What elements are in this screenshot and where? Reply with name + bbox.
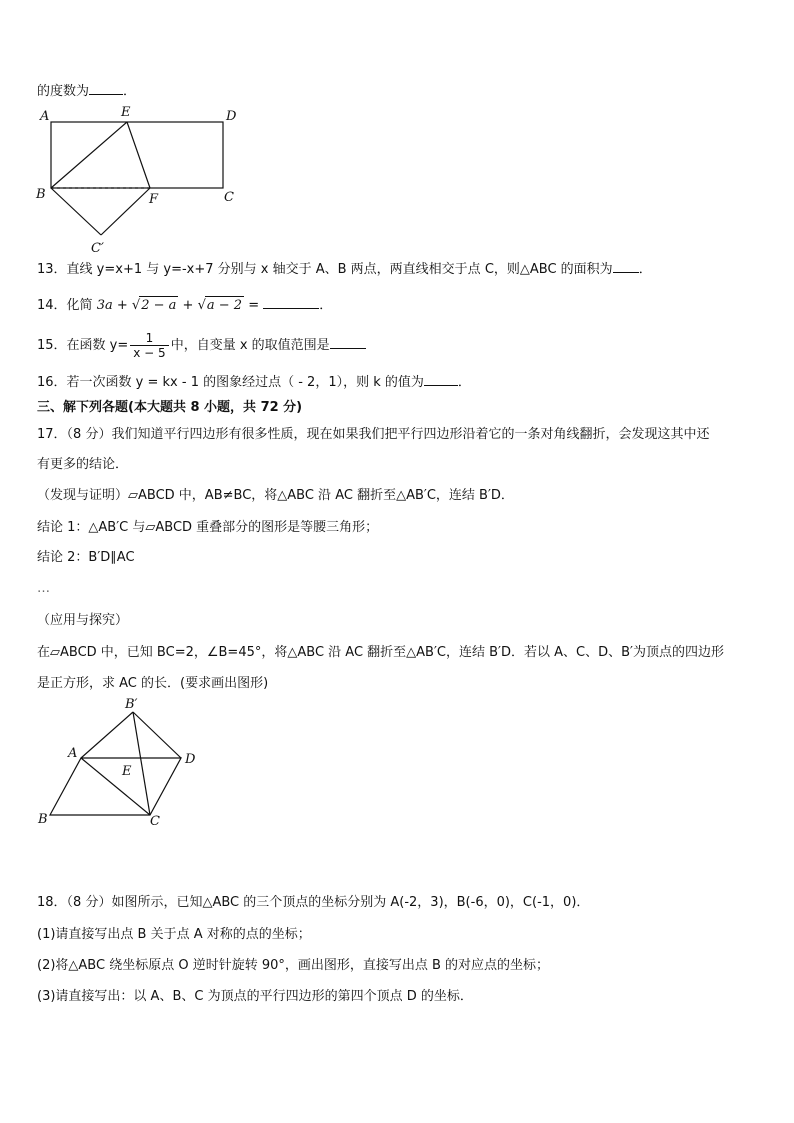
- q12-tail: 的度数为 ．: [37, 84, 137, 99]
- question-17-line5: 结论 2：B′D∥AC: [37, 550, 135, 565]
- label-E: E: [121, 105, 131, 120]
- question-17-line7: （应用与探究）: [37, 613, 129, 628]
- answer-blank: [613, 260, 639, 273]
- answer-blank: [263, 296, 319, 309]
- fraction: $\frac{1}{x - 5}$: [130, 331, 168, 360]
- question-18-line4: (3)请直接写出：以 A、B、C 为顶点的平行四边形的第四个顶点 D 的坐标．: [37, 989, 473, 1004]
- question-18-line2: (1)请直接写出点 B 关于点 A 对称的点的坐标；: [37, 927, 311, 942]
- question-15: 15．在函数 y= $\frac{1}{x - 5}$ 中，自变量 x 的取值范围是: [37, 326, 366, 366]
- label-A: A: [40, 109, 50, 124]
- figure-rectangle-fold: [30, 100, 250, 260]
- label-D: D: [226, 109, 237, 124]
- question-18-line1: 18．（8 分）如图所示，已知△ABC 的三个顶点的坐标分别为 A(-2，3)，B(-6，0)，C(-1，0)．: [37, 895, 590, 910]
- question-16: 16．若一次函数 y = kx - 1 的图象经过点（ - 2，1），则 k 的值为 ．: [37, 375, 471, 390]
- question-18-line3: (2)将△ABC 绕坐标原点 O 逆时针旋转 90°，画出图形，直接写出点 B 的对应点的坐标；: [37, 958, 550, 973]
- question-17-line8: 在▱ABCD 中，已知 BC=2，∠B=45°，将△ABC 沿 AC 翻折至△AB′C，连结 B′D．若以 A、C、D、B′为顶点的四边形: [37, 645, 725, 660]
- answer-blank: [330, 336, 366, 349]
- sqrt-symbol: √: [197, 298, 206, 313]
- ellipsis: …: [37, 581, 50, 596]
- question-17-line4: 结论 1：△AB′C 与▱ABCD 重叠部分的图形是等腰三角形；: [37, 520, 379, 535]
- question-17-line2: 有更多的结论．: [37, 457, 129, 472]
- question-17-line3: （发现与证明）▱ABCD 中，AB≠BC，将△ABC 沿 AC 翻折至△AB′C，连结 B′D．: [37, 488, 514, 503]
- label-B: B: [36, 187, 46, 202]
- figure-parallelogram-fold: [30, 695, 220, 835]
- label-B-prime: B′: [125, 697, 138, 712]
- label-B: B: [38, 812, 48, 827]
- label-E: E: [122, 764, 132, 779]
- label-D: D: [185, 752, 196, 767]
- question-14: 14．化简 3a + √2 − a + √a − 2 = ．: [37, 298, 333, 313]
- question-17-line9: 是正方形，求 AC 的长．(要求画出图形): [37, 676, 269, 691]
- sqrt-symbol: √: [131, 298, 141, 313]
- question-17-line1: 17．（8 分）我们知道平行四边形有很多性质，现在如果我们把平行四边形沿着它的一条对角线翻折，会发现这其中还: [37, 427, 710, 442]
- label-F: F: [149, 192, 159, 207]
- answer-blank: [89, 82, 123, 95]
- label-C: C: [224, 190, 234, 205]
- answer-blank: [424, 373, 458, 386]
- section-heading: 三、解下列各题(本大题共 8 小题，共 72 分): [37, 400, 303, 415]
- label-A: A: [68, 746, 78, 761]
- question-13: 13．直线 y=x+1 与 y=-x+7 分别与 x 轴交于 A、B 两点，两直线相交于点 C，则△ABC 的面积为 ．: [37, 262, 652, 277]
- label-C: C: [150, 814, 160, 829]
- label-C-prime: C′: [91, 241, 104, 256]
